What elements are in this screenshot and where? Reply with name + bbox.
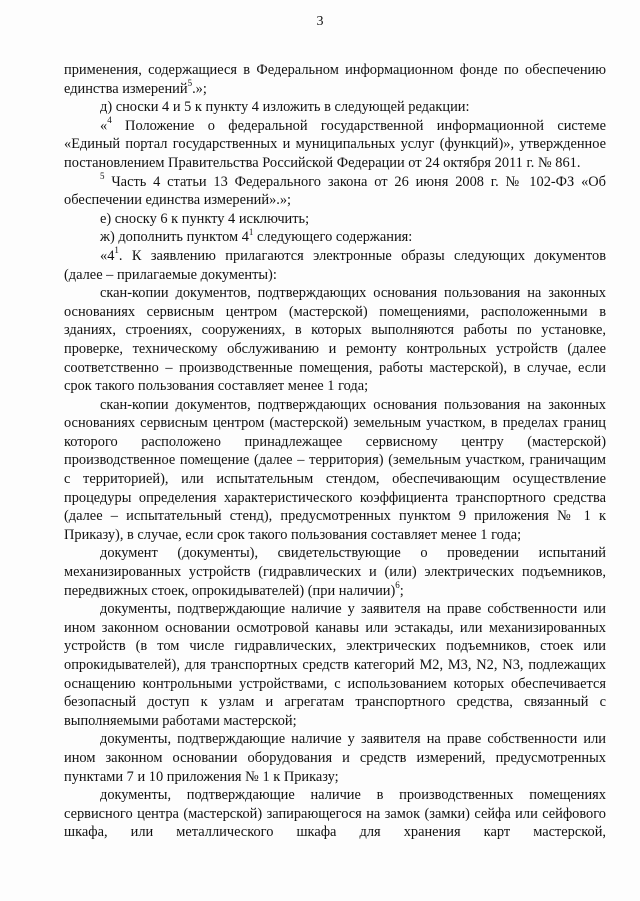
paragraph-text: .»; [192, 80, 207, 97]
paragraph-text: следующего содержания: [253, 229, 413, 246]
paragraph-text: документы, подтверждающие наличие у заявителя на праве собственности или ином законном основании оборудования и средств измерений, предусмотренных пунктами 7 и 10 приложения № 1 к Приказу; [64, 731, 606, 785]
footnote-mark: 1 [248, 226, 254, 237]
paragraph [64, 396, 606, 545]
paragraph-text: документы, подтверждающие наличие у заявителя на праве собственности или ином законном основании осмотровой канавы или эстакады, или механизированных устройств (в том числе гидравлических, электрических подъемников, стоек или опрокидывателей), для транспортных средств категорий M2, M3, N2, N3, подлежащих оснащению контрольными устройствами, с использованием которых обеспечивается безопасный доступ к узлам и агрегатам транспортного средства, связанный с выполняемыми работами мастерской; [64, 601, 606, 729]
paragraph-text: документ (документы), свидетельствующие о проведении испытаний механизированных устройств (гидравлических и (или) электрических подъемников, передвижных стоек, опрокидывателей) (при наличии) [64, 545, 606, 599]
paragraph [64, 170, 606, 210]
paragraph-text: « [100, 117, 108, 134]
page-number: 3 [316, 14, 324, 29]
paragraph [64, 786, 606, 842]
paragraph [64, 210, 606, 229]
paragraph-text: . К заявлению прилагаются электронные образы следующих документов (далее – прилагаемые документы): [64, 247, 606, 283]
paragraph-text: скан-копии документов, подтверждающих основания пользования на законных основаниях сервисным центром (мастерской) земельным участком, в пределах границ которого расположено принадлежащее сервисному центру (мастерской) производственное помещение (далее – территория) (земельным участком, граничащим с территорией), или испытательным стендом, обеспечивающим осуществление процедуры определения характеристического коэффициента транспортного средства (далее – испытательный стенд), предусмотренных пунктом 9 приложения № 1 к Приказу), в случае, если срок такого пользования составляет менее 1 года; [64, 396, 606, 543]
paragraph-text: документы, подтверждающие наличие в производственных помещениях сервисного центра (мастерской) запирающегося на замок (замки) сейфа или сейфового шкафа, или металлического шкафа для хранения карт мастерской, [64, 787, 606, 841]
paragraph-text: д) сноски 4 и 5 к пункту 4 изложить в следующей редакции: [100, 99, 470, 116]
paragraph [64, 114, 606, 173]
paragraph-text: применения, содержащиеся в Федеральном информационном фонде по обеспечению единства измерений [64, 62, 606, 97]
paragraph [64, 600, 606, 730]
paragraph-text: скан-копии документов, подтверждающих основания пользования на законных основаниях сервисным центром (мастерской) помещениями, расположенными в зданиях, строениях, сооружениях, в которых выполняются работы по установке, проверке, техническому обслуживанию и ремонту контрольных устройств (далее соответственно – производственные помещения, работы мастерской), в случае, если срок такого пользования составляет менее 1 года; [64, 285, 606, 395]
paragraph-text: ж) дополнить пунктом 4 [100, 229, 249, 246]
paragraph-text: Часть 4 статьи 13 Федерального закона от 26 июня 2008 г. № 102-ФЗ «Об обеспечении единства измерений».»; [64, 173, 606, 209]
paragraph-text: е) сноску 6 к пункту 4 исключить; [100, 210, 310, 227]
paragraph [64, 247, 606, 284]
document-body [64, 61, 606, 842]
paragraph [64, 544, 606, 600]
paragraph [64, 98, 606, 117]
paragraph-text: ; [399, 582, 404, 599]
paragraph [64, 284, 606, 396]
footnote-mark: 6 [395, 579, 400, 590]
footnote-mark: 4 [107, 114, 112, 125]
paragraph [64, 730, 606, 786]
paragraph-text: Положение о федеральной государственной информационной системе «Единый портал государственных и муниципальных услуг (функций)», утвержденное постановлением Правительства Российской Федерации от 24 октября 2011 г. № 861. [64, 117, 606, 171]
paragraph [64, 228, 606, 247]
footnote-mark: 5 [187, 77, 193, 88]
footnote-mark: 1 [114, 245, 119, 256]
footnote-mark: 5 [100, 170, 105, 181]
paragraph [64, 61, 606, 98]
paragraph-text: «4 [100, 247, 115, 264]
